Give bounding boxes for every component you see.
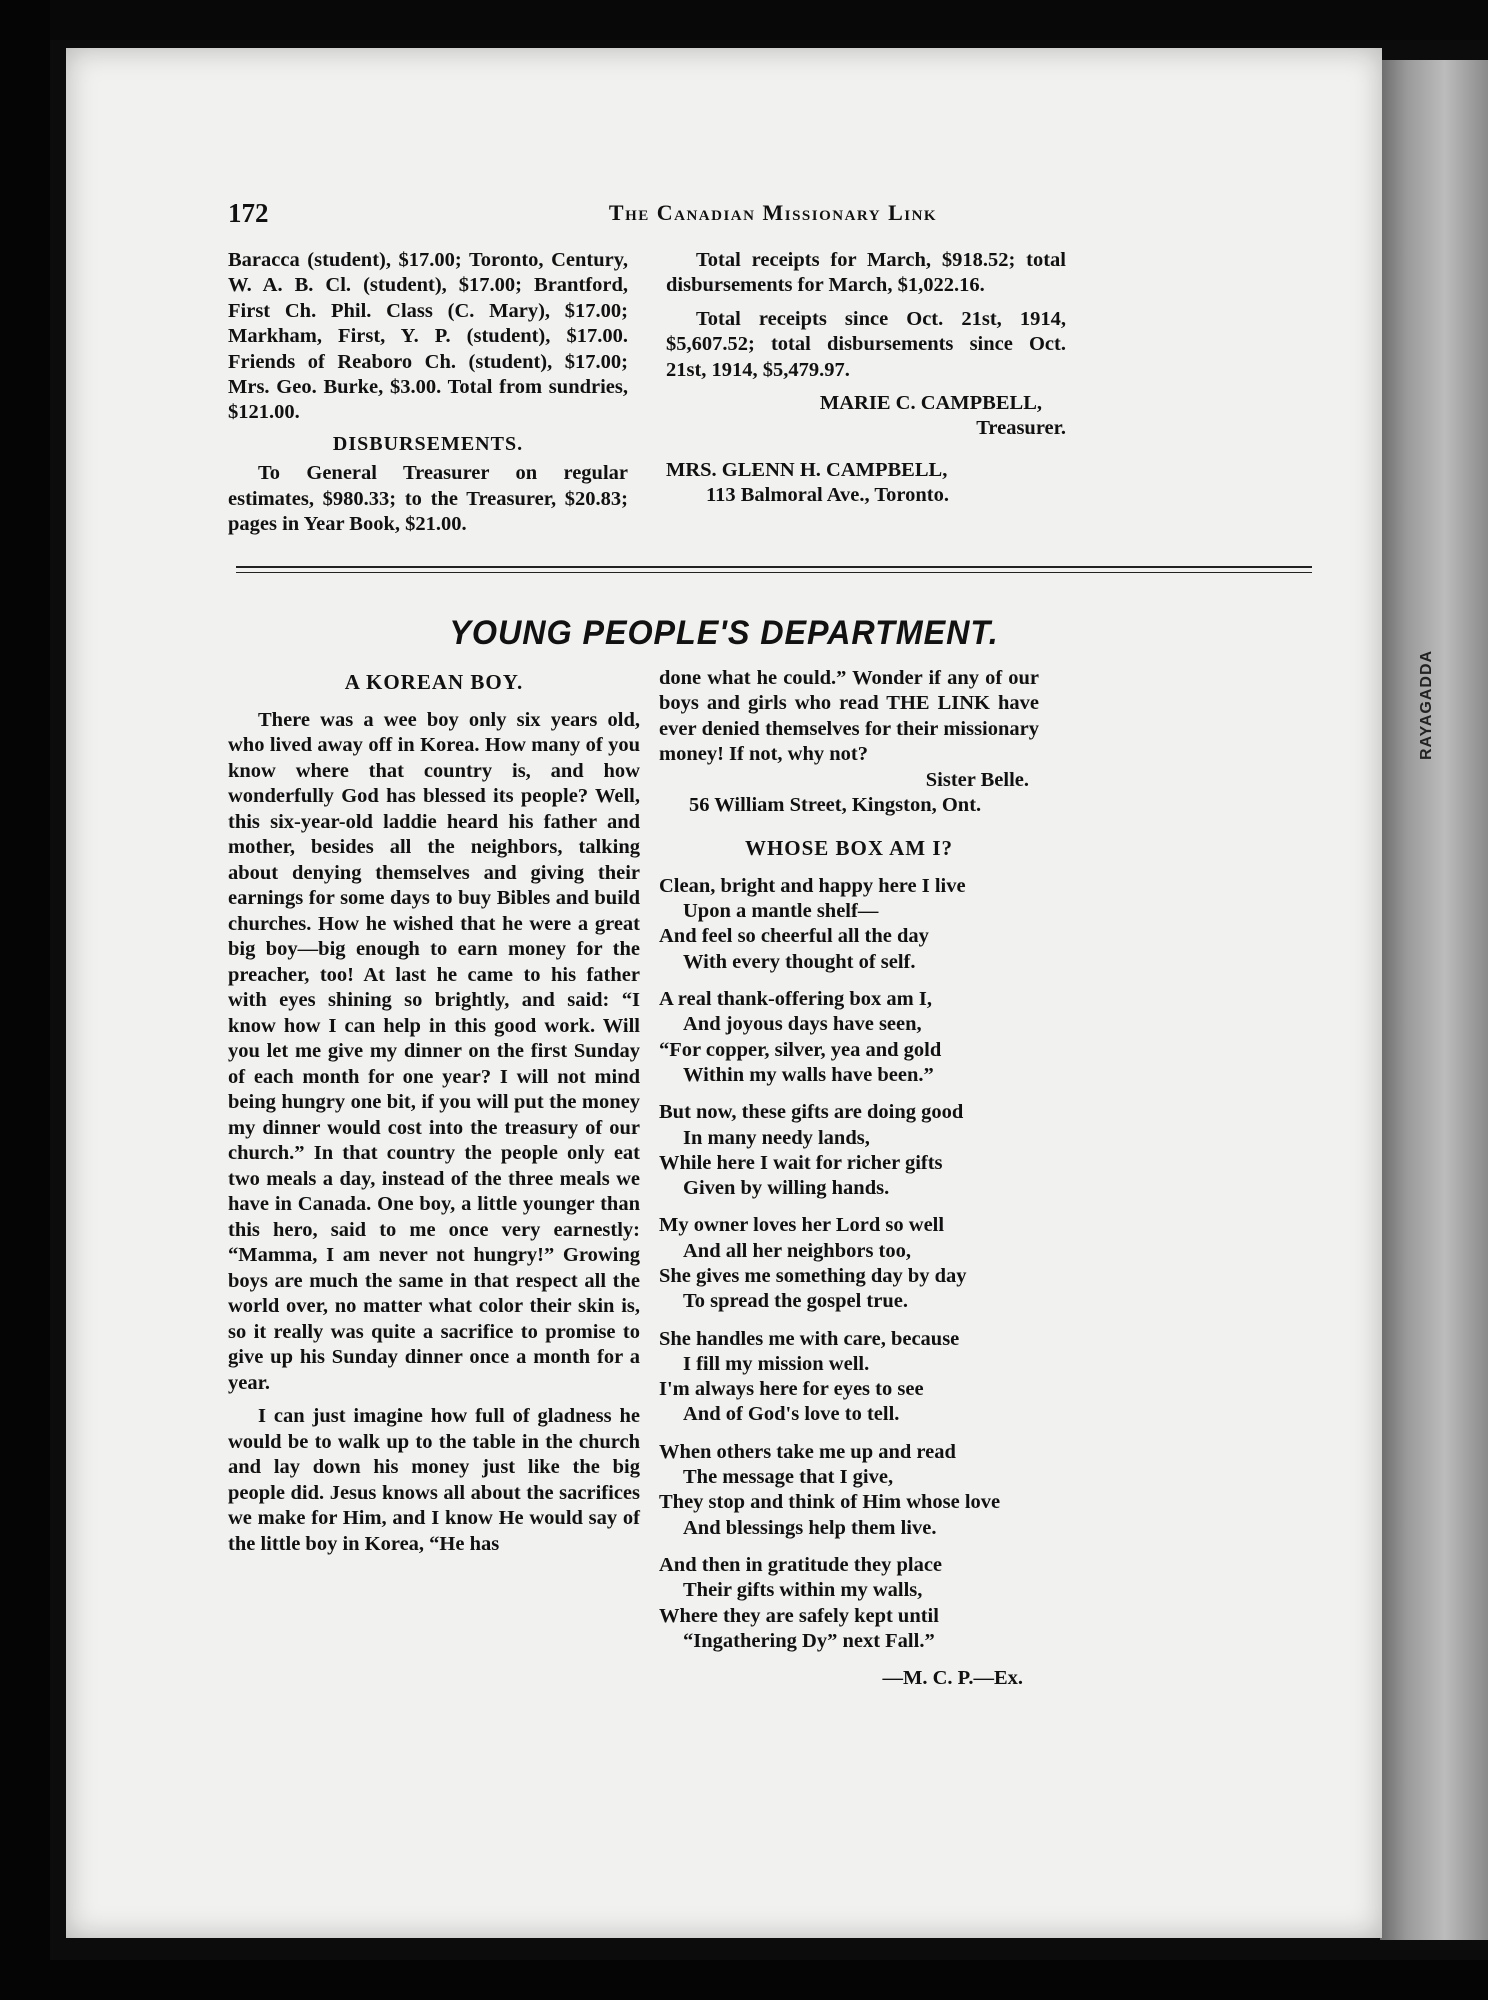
poem-line: And all her neighbors too, bbox=[683, 1239, 912, 1262]
poem-signature: —M. C. P.—Ex. bbox=[882, 1667, 1023, 1690]
poem-stanza bbox=[659, 1327, 1039, 1428]
scanned-page bbox=[66, 48, 1382, 1938]
poem-line: She handles me with care, because bbox=[659, 1327, 960, 1350]
treasurer-title: Treasurer. bbox=[976, 417, 1066, 440]
poem-line: And blessings help them live. bbox=[683, 1516, 937, 1539]
poem-line: And joyous days have seen, bbox=[683, 1013, 922, 1036]
poem-line: She gives me something day by day bbox=[659, 1265, 967, 1287]
poem-line: I fill my mission well. bbox=[683, 1352, 870, 1375]
page-number: 172 bbox=[228, 198, 269, 228]
poem-line: In many needy lands, bbox=[683, 1126, 870, 1149]
korean-boy-continued: done what he could.” Wonder if any of our boys and girls who read THE LINK have ever denied themselves for their missionary money! If not, why not? bbox=[659, 667, 1039, 766]
mrs-campbell-address: 113 Balmoral Ave., Toronto. bbox=[706, 484, 949, 507]
poem-line: The message that I give, bbox=[683, 1466, 894, 1489]
poem-line: They stop and think of Him whose love bbox=[659, 1491, 1001, 1514]
mrs-campbell-name: MRS. GLENN H. CAMPBELL, bbox=[666, 458, 948, 481]
receipts-since: Total receipts since Oct. 21st, 1914, $5,607.52; total disbursements since Oct. 21st, 1914, $5,479.97. bbox=[666, 307, 1066, 381]
poem-line: I'm always here for eyes to see bbox=[659, 1378, 924, 1401]
poem-line: To spread the gospel true. bbox=[683, 1290, 908, 1313]
receipts-march: Total receipts for March, $918.52; total disbursements for March, $1,022.16. bbox=[666, 249, 1066, 297]
korean-boy-column bbox=[228, 666, 640, 1557]
poem-line: And of God's love to tell. bbox=[683, 1403, 900, 1426]
sister-belle-address: 56 William Street, Kingston, Ont. bbox=[689, 794, 982, 817]
poem-line: Where they are safely kept until bbox=[659, 1604, 939, 1627]
poem-stanza bbox=[659, 874, 1039, 975]
poem-stanza bbox=[659, 1553, 1039, 1654]
right-lower-column bbox=[659, 666, 1039, 1692]
section-divider bbox=[236, 566, 1312, 568]
top-right-column bbox=[666, 248, 1066, 509]
film-border-top bbox=[0, 0, 1488, 40]
poem-stanza bbox=[659, 1100, 1039, 1201]
poem-line: A real thank-offering box am I, bbox=[659, 988, 932, 1011]
poem-line: While here I wait for richer gifts bbox=[659, 1151, 943, 1174]
sundries-paragraph: Baracca (student), $17.00; Toronto, Century, W. A. B. Cl. (student), $17.00; Brantford, First Ch. Phil. Class (C. Mary), $17.00; Markham, First, Y. P. (student), $17.00. Friends of Reaboro Ch. (student), $17.00; Mrs. Geo. Burke, $3.00. Total from sundries, $121.00. bbox=[228, 249, 628, 424]
film-border-left bbox=[0, 0, 50, 2000]
korean-boy-heading: A KOREAN BOY. bbox=[344, 670, 524, 694]
journal-title: The Canadian Missionary Link bbox=[608, 200, 938, 225]
treasurer-name: MARIE C. CAMPBELL, bbox=[819, 392, 1042, 415]
poem-line: But now, these gifts are doing good bbox=[659, 1101, 964, 1124]
poem-line: “For copper, silver, yea and gold bbox=[659, 1038, 942, 1061]
poem-line: When others take me up and read bbox=[659, 1440, 956, 1463]
poem-line: Clean, bright and happy here I live bbox=[659, 874, 966, 897]
korean-boy-para-2: I can just imagine how full of gladness he would be to walk up to the table in the church and lay down his money just like the big people did. Jesus knows all about the sacrifices we make for Him, and I know He would say of the little boy in Korea, “He has bbox=[228, 1405, 640, 1555]
poem-line: Within my walls have been.” bbox=[683, 1063, 934, 1086]
sister-belle-signature: Sister Belle. bbox=[925, 768, 1029, 791]
poem-line: Their gifts within my walls, bbox=[683, 1579, 923, 1602]
poem-line: My owner loves her Lord so well bbox=[659, 1214, 945, 1237]
poem-line: “Ingathering Dy” next Fall.” bbox=[683, 1629, 935, 1652]
poem-stanza bbox=[659, 1440, 1039, 1541]
map-strip-label: RAYAGADDA bbox=[1418, 649, 1435, 760]
poem-line: With every thought of self. bbox=[683, 950, 916, 973]
section-title: YOUNG PEOPLE'S DEPARTMENT. bbox=[449, 614, 999, 652]
disbursements-heading: DISBURSEMENTS. bbox=[332, 432, 524, 455]
disbursements-text: To General Treasurer on regular estimates, $980.33; to the Treasurer, $20.83; pages in Year Book, $21.00. bbox=[228, 462, 628, 536]
poem-line: Given by willing hands. bbox=[683, 1177, 890, 1200]
poem-line: And then in gratitude they place bbox=[659, 1553, 943, 1576]
korean-boy-para-1: There was a wee boy only six years old, who lived away off in Korea. How many of you know where that country is, and how wonderfully God has blessed its people? Well, this six-year-old laddie heard his father and mother, besides all the neighbors, talking about denying themselves and giving their earnings for some days to buy Bibles and build churches. How he wished that he were a great big boy—big enough to earn money for the preacher, too! At last he came to his father with eyes shining so brightly, and said: “I know how I can help in this good work. Will you let me give my dinner on the first Sunday of each month for one year? I will not mind being hungry one bit, if you will put the money my dinner would cost into the treasury of our church.” In that country the people only eat two meals a day, instead of the three meals we have in Canada. One boy, a little younger than this hero, said to me once very earnestly: “Mamma, I am never not hungry!” Growing boys are much the same in that respect all the world over, no matter what color their skin is, so it really was quite a sacrifice to promise to give up his Sunday dinner once a month for a year. bbox=[228, 708, 640, 1394]
poem-stanza bbox=[659, 1213, 1039, 1314]
section-divider-2 bbox=[236, 572, 1312, 573]
poem-body bbox=[659, 874, 1039, 1654]
poem-heading: WHOSE BOX AM I? bbox=[744, 836, 954, 861]
poem-line: And feel so cheerful all the day bbox=[659, 925, 929, 948]
adjacent-map-strip bbox=[1380, 60, 1488, 1940]
page-header bbox=[228, 198, 1318, 238]
top-left-column bbox=[228, 248, 628, 537]
poem-stanza bbox=[659, 987, 1039, 1088]
film-border-bottom bbox=[0, 1960, 1488, 2000]
poem-line: Upon a mantle shelf— bbox=[683, 900, 879, 923]
